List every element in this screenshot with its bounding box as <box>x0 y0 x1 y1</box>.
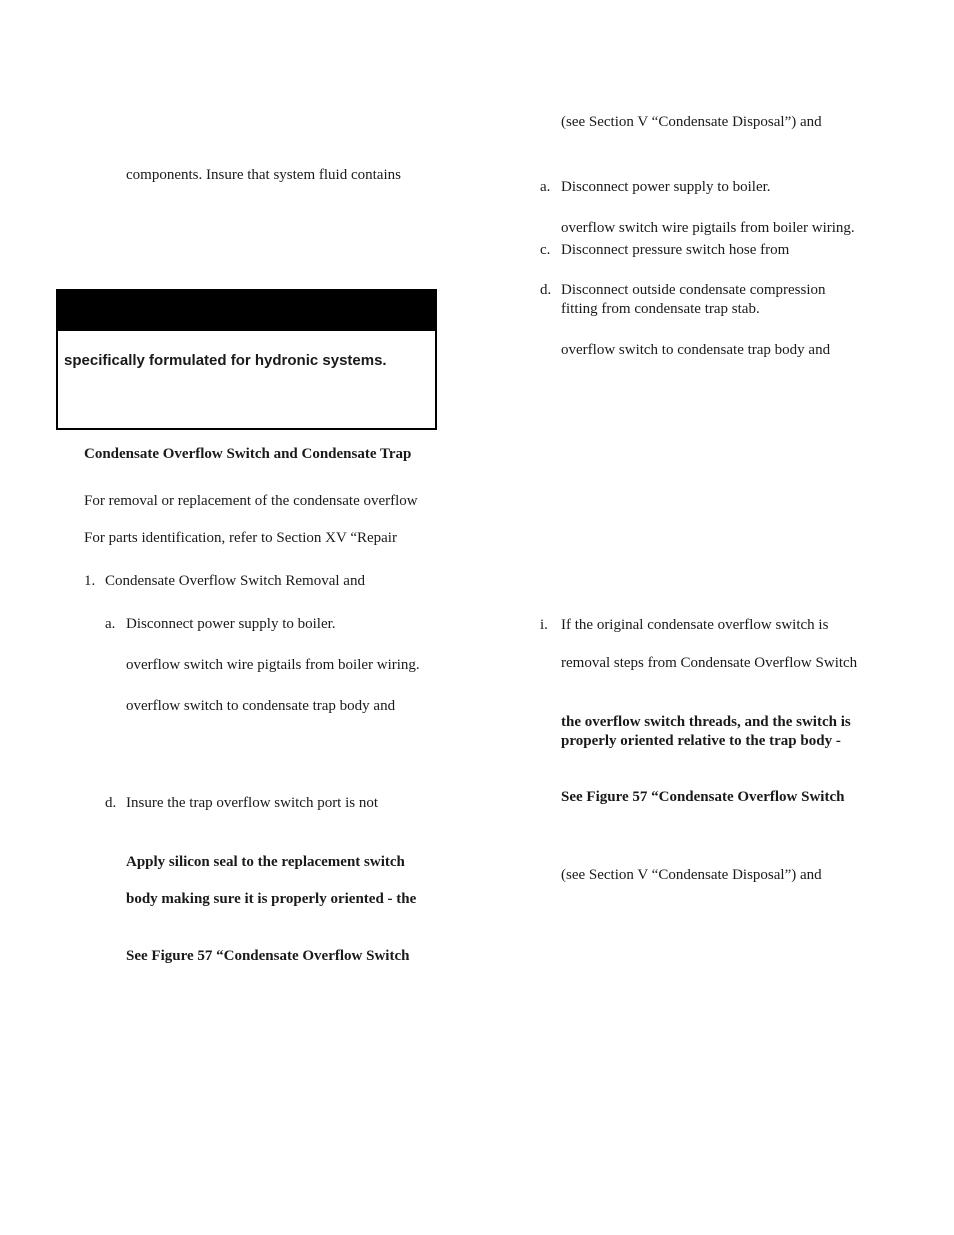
list-item: Disconnect power supply to boiler. <box>561 179 771 195</box>
list-item: (see Section V “Condensate Disposal”) and <box>561 114 822 130</box>
list-item: (see Section V “Condensate Disposal”) and <box>561 867 822 883</box>
list-marker: d. <box>105 795 117 811</box>
intro-text: components. Insure that system fluid contains <box>126 167 401 183</box>
bold-instruction: properly oriented relative to the trap body - <box>561 733 841 749</box>
list-item: Disconnect pressure switch hose from <box>561 242 790 258</box>
list-item: overflow switch to condensate trap body and <box>126 698 396 714</box>
list-item: overflow switch to condensate trap body and <box>561 342 831 358</box>
bold-instruction: the overflow switch threads, and the switch is <box>561 714 851 730</box>
notice-text: specifically formulated for hydronic systems. <box>64 352 387 369</box>
list-item: Disconnect power supply to boiler. <box>126 616 336 632</box>
list-marker: 1. <box>84 573 96 589</box>
list-item: Condensate Overflow Switch Removal and <box>105 573 365 589</box>
bold-instruction: Apply silicon seal to the replacement switch <box>126 854 405 870</box>
list-marker: d. <box>540 282 552 298</box>
list-item: If the original condensate overflow switch is <box>561 617 829 633</box>
figure-reference: See Figure 57 “Condensate Overflow Switch <box>561 789 845 805</box>
figure-reference: See Figure 57 “Condensate Overflow Switch <box>126 948 410 964</box>
list-item: overflow switch wire pigtails from boiler wiring. <box>561 220 855 236</box>
paragraph-removal: For removal or replacement of the condensate overflow <box>84 493 418 509</box>
list-marker: a. <box>105 616 116 632</box>
list-marker: i. <box>540 617 548 633</box>
section-heading: Condensate Overflow Switch and Condensate Trap <box>84 446 412 462</box>
list-item: fitting from condensate trap stab. <box>561 301 760 317</box>
list-marker: a. <box>540 179 551 195</box>
notice-box <box>56 289 437 430</box>
bold-instruction: body making sure it is properly oriented - the <box>126 891 417 907</box>
list-item: removal steps from Condensate Overflow Switch <box>561 655 858 671</box>
list-item: Insure the trap overflow switch port is not <box>126 795 379 811</box>
list-item: Disconnect outside condensate compression <box>561 282 826 298</box>
list-item: overflow switch wire pigtails from boiler wiring. <box>126 657 420 673</box>
list-marker: c. <box>540 242 551 258</box>
notice-header-bar <box>58 291 435 331</box>
paragraph-parts-id: For parts identification, refer to Section XV “Repair <box>84 530 397 546</box>
